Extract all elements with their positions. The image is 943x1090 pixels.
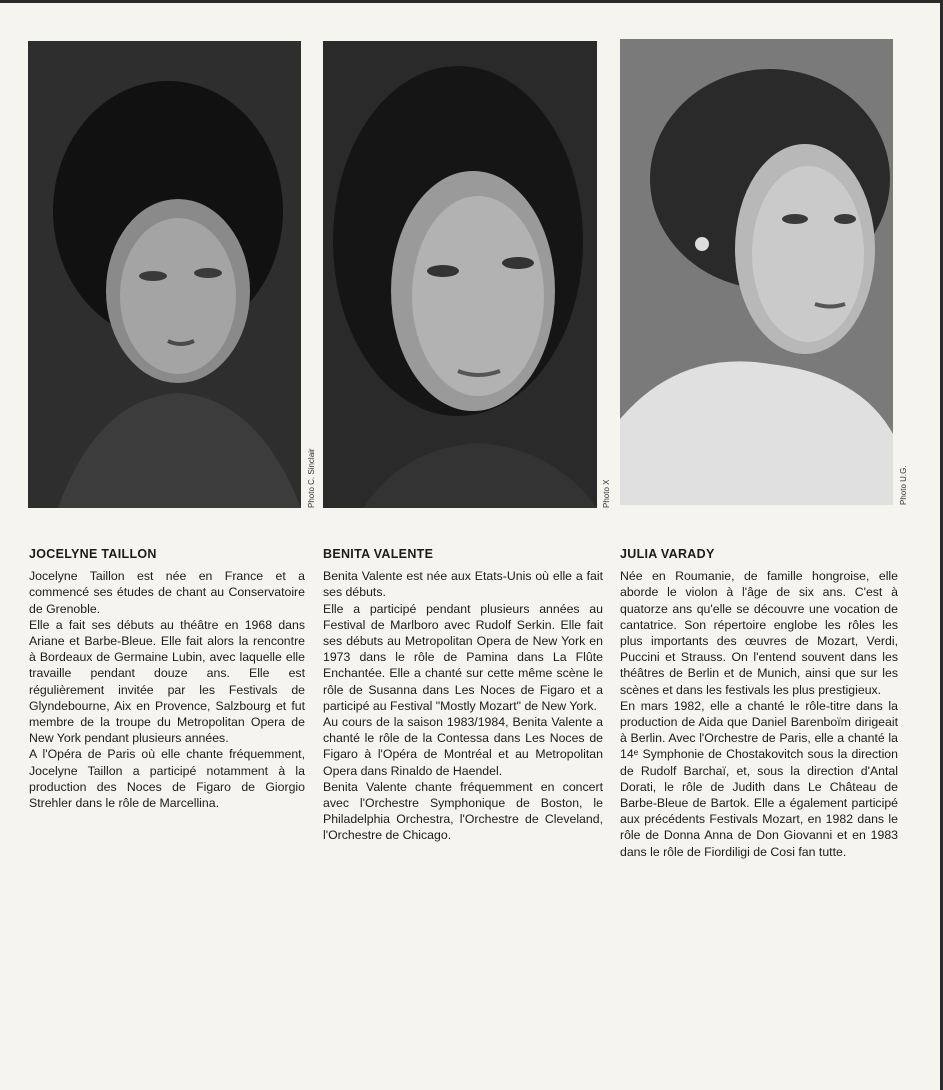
portrait-jocelyne-taillon <box>28 41 301 508</box>
bio-column-benita-valente <box>323 546 603 844</box>
bio-paragraph: A l'Opéra de Paris où elle chante fréquemment, Jocelyne Taillon a participé notamment à la production des Noces de Figaro de Giorgio Strehler dans le rôle de Marcellina. <box>29 747 305 811</box>
bio-paragraph: Elle a fait ses débuts au théâtre en 1968 dans Ariane et Barbe-Bleue. Elle fait alors la rencontre à Bordeaux de Germaine Lubin, avec laquelle elle travaille pendant douze ans. Elle est régulièrement invitée par les Festivals de Glyndebourne, Aix en Provence, Salzbourg et fut membre de la troupe du Metropolitan Opera de New York pendant plusieurs années. <box>29 617 305 746</box>
bio-column-julia-varady <box>620 546 898 860</box>
bio-paragraph: Jocelyne Taillon est née en France et a commencé ses études de chant au Conservatoire de Grenoble. <box>29 569 305 616</box>
bio-paragraph: Elle a participé pendant plusieurs années au Festival de Marlboro avec Rudolf Serkin. Elle fait ses débuts au Metropolitan Opera de New York en 1973 dans le rôle de Pamina dans La Flûte Enchantée. Elle a chanté sur cette même scène le rôle de Susanna dans Les Noces de Figaro et a participé au Festival "Mostly Mozart" de New York. <box>323 601 603 713</box>
bio-column-jocelyne-taillon <box>29 546 305 811</box>
artist-name: JOCELYNE TAILLON <box>29 547 157 561</box>
page-edge-top <box>0 0 943 3</box>
artist-name: JULIA VARADY <box>620 547 715 561</box>
bio-paragraph: Née en Roumanie, de famille hongroise, elle aborde le violon à l'âge de six ans. C'est à quatorze ans qu'elle se découvre une vocation de cantatrice. Son répertoire englobe les rôles les plus importants des œuvres de Mozart, Verdi, Puccini et Strauss. On l'entend souvent dans les théâtres de Berlin et de Munich, ainsi que sur les scènes et dans les festivals les plus prestigieux. <box>620 569 898 697</box>
photo-credit-3: Photo U.G. <box>899 465 908 505</box>
photo-credit-2: Photo X <box>602 479 611 508</box>
portrait-benita-valente <box>323 41 597 508</box>
portrait-julia-varady <box>620 39 893 505</box>
bio-paragraph: En mars 1982, elle a chanté le rôle-titre dans la production de Aida que Daniel Barenboïm dirigeait à Berlin. Avec l'Orchestre de Paris, elle a chanté la 14ᵉ Symphonie de Chostakovitch sous la direction de Rudolf Barchaï, et, sous la direction d'Antal Dorati, le rôle de Judith dans Le Château de Barbe-Bleue de Bartok. Elle a également participé aux précédents Festivals Mozart, en 1982 dans le rôle de Donna Anna de Don Giovanni et en 1983 dans le rôle de Fiordiligi de Cosi fan tutte. <box>620 698 898 859</box>
bio-paragraph: Au cours de la saison 1983/1984, Benita Valente a chanté le rôle de la Contessa dans Les Noces de Figaro à l'Opéra de Montréal et au Metropolitan Opera dans Rinaldo de Haendel. <box>323 715 603 778</box>
artist-name: BENITA VALENTE <box>323 547 434 561</box>
bio-paragraph: Benita Valente est née aux Etats-Unis où elle a fait ses débuts. <box>323 569 603 600</box>
bio-paragraph: Benita Valente chante fréquemment en concert avec l'Orchestre Symphonique de Boston, le Philadelphia Orchestra, l'Orchestre de Cleveland, l'Orchestre de Chicago. <box>323 779 603 843</box>
photo-credit-1: Photo C. Sinclair <box>307 448 316 508</box>
